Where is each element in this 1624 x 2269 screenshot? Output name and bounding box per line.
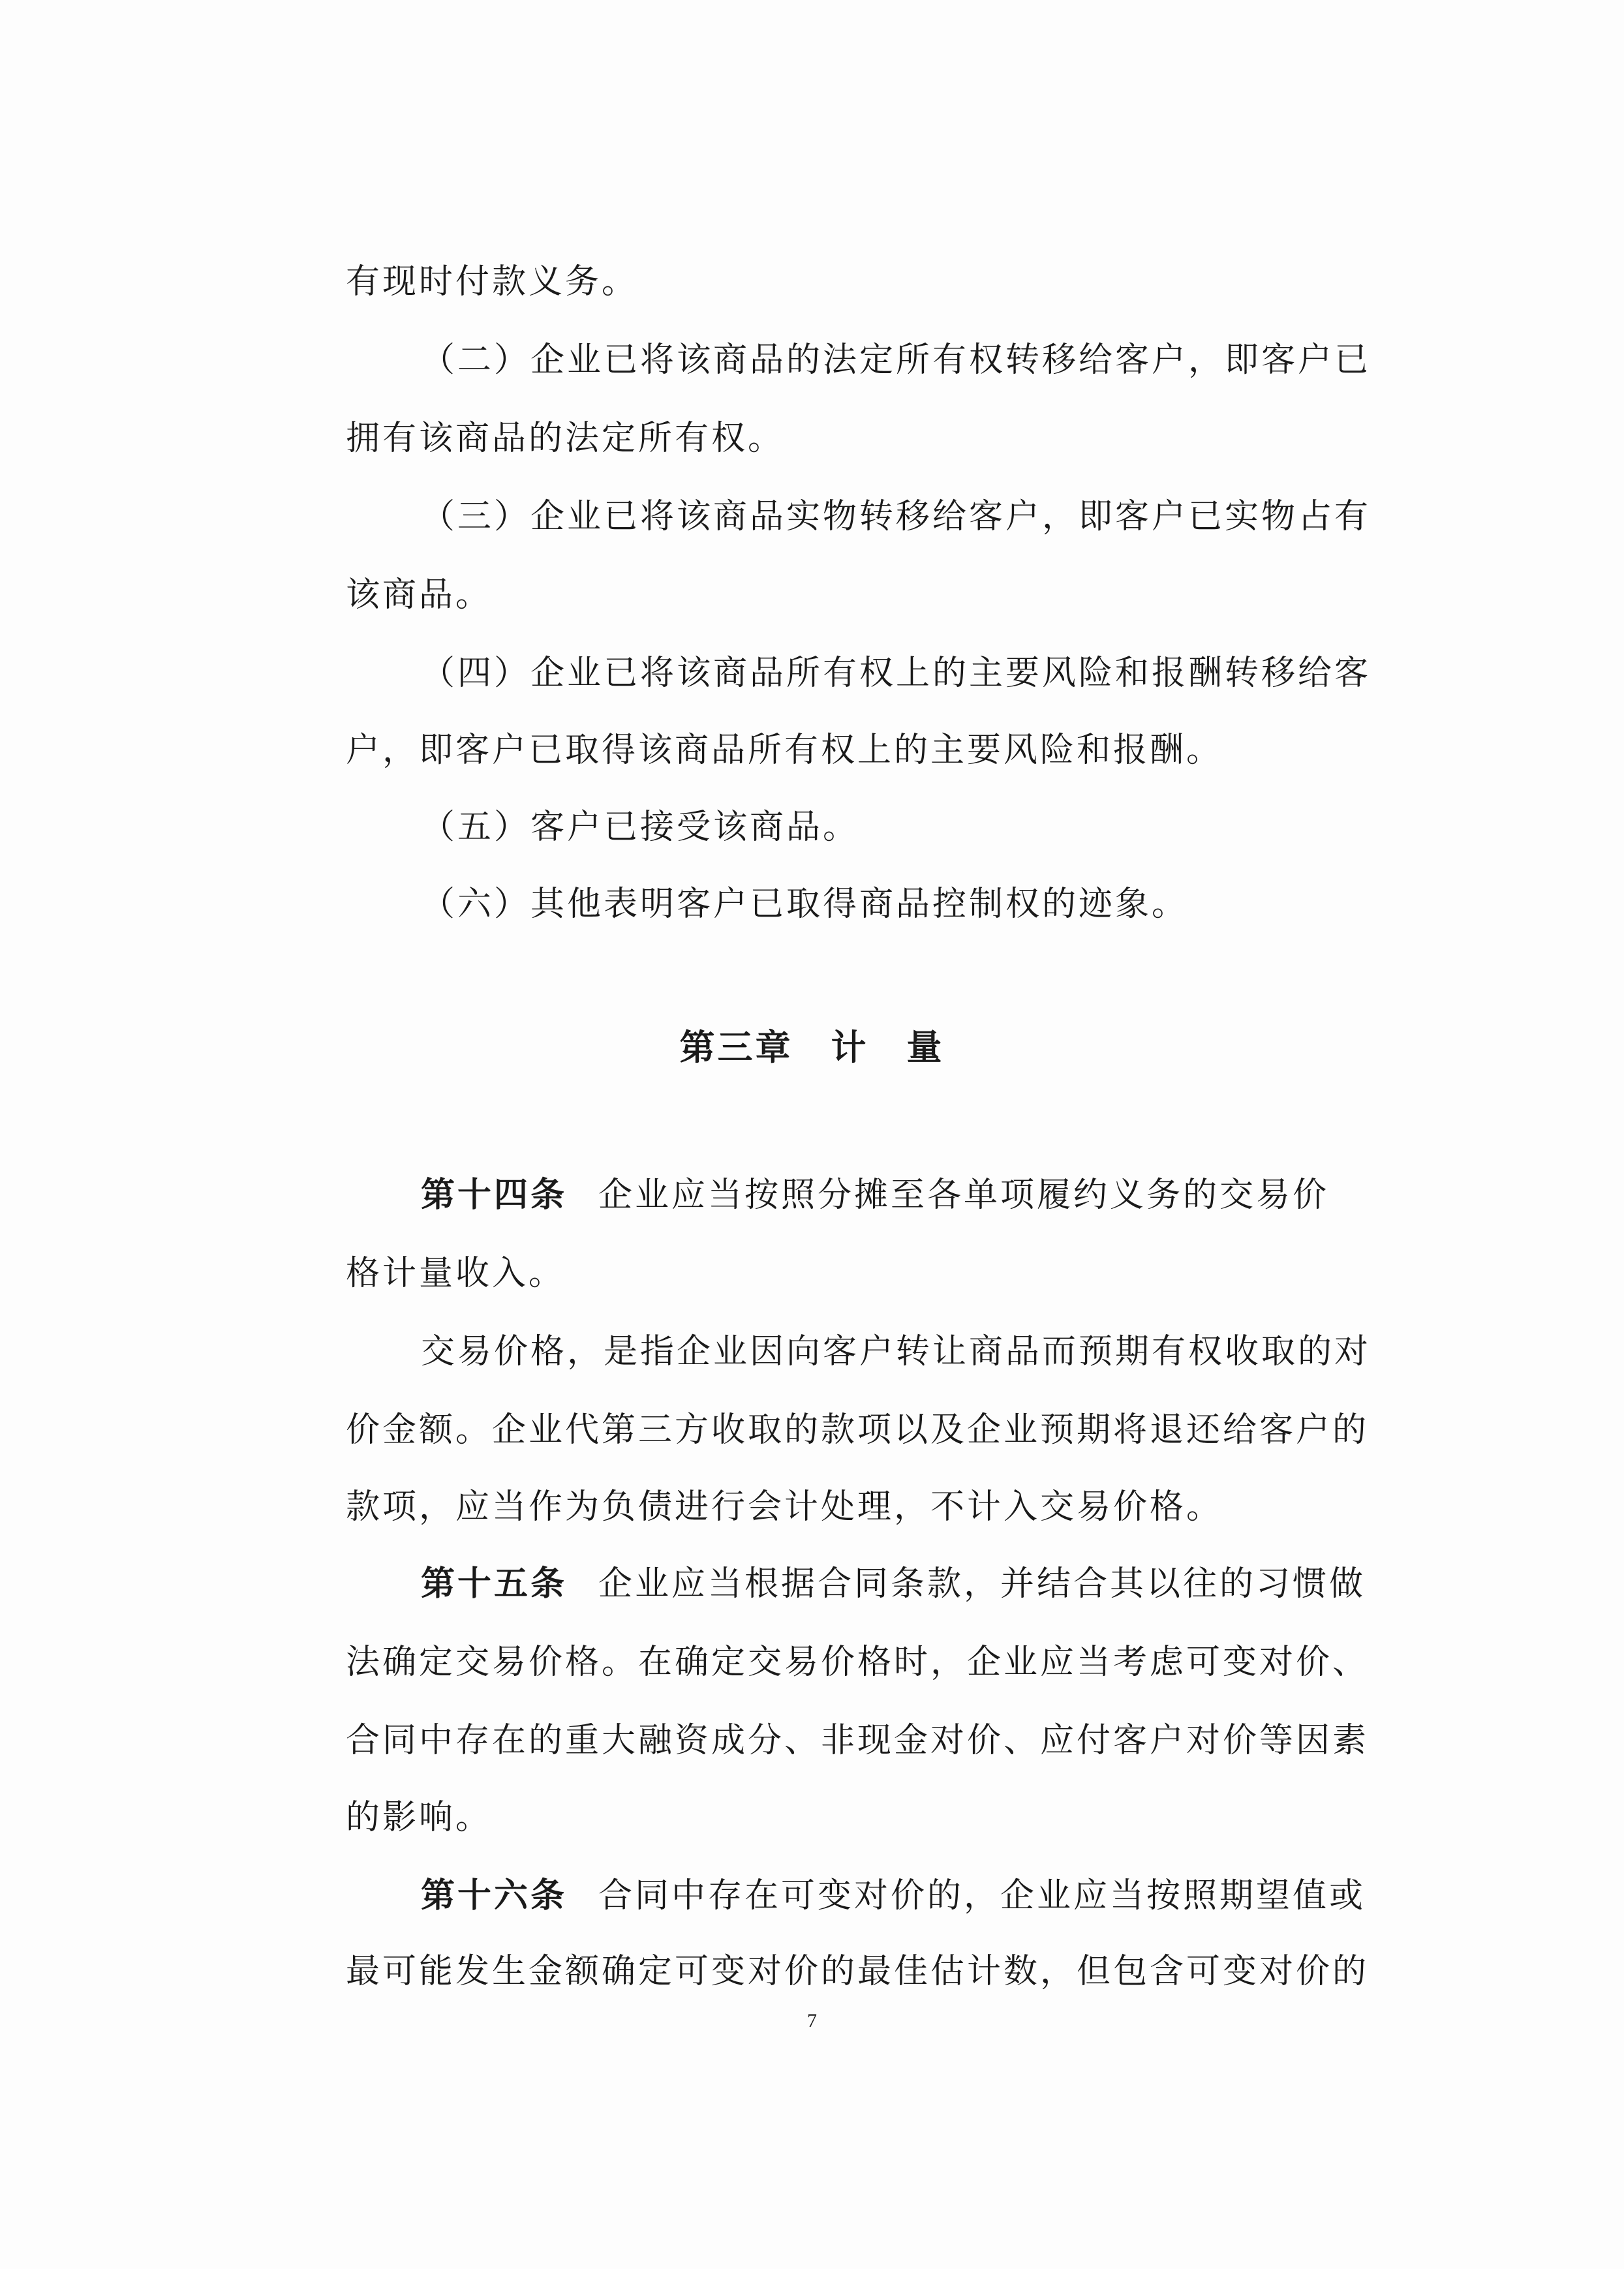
article-14-text: 企业应当按照分摊至各单项履约义务的交易价 (598, 1176, 1330, 1215)
article-16-text: 合同中存在可变对价的，企业应当按照期望值或 (598, 1876, 1366, 1915)
text-line: （六）其他表明客户已取得商品控制权的迹象。 (421, 885, 1189, 924)
article-14-line-1 (421, 1174, 1364, 1216)
price-definition-line-3: 款项，应当作为负债进行会计处理，不计入交易价格。 (346, 1487, 1223, 1527)
article-15-label: 第十五条 (421, 1564, 568, 1604)
page-number: 7 (807, 2010, 817, 2032)
price-definition-line-2: 价金额。企业代第三方收取的款项以及企业预期将退还给客户的 (346, 1410, 1370, 1450)
article-15-line-3: 合同中存在的重大融资成分、非现金对价、应付客户对价等因素 (346, 1721, 1370, 1760)
text-line: （五）客户已接受该商品。 (421, 808, 860, 847)
text-line: （四）企业已将该商品所有权上的主要风险和报酬转移给客 (421, 654, 1371, 693)
text-line: 有现时付款义务。 (346, 262, 639, 301)
article-16-line-2: 最可能发生金额确定可变对价的最佳估计数，但包含可变对价的 (346, 1952, 1370, 1991)
text-line: 该商品。 (346, 575, 493, 615)
article-15-line-4: 的影响。 (346, 1798, 493, 1837)
price-definition-line-1: 交易价格，是指企业因向客户转让商品而预期有权收取的对 (421, 1332, 1371, 1371)
chapter-heading: 第三章 计 量 (679, 1027, 945, 1068)
article-14-label: 第十四条 (421, 1176, 568, 1215)
article-15-text: 企业应当根据合同条款，并结合其以往的习惯做 (598, 1564, 1366, 1604)
article-16-label: 第十六条 (421, 1876, 568, 1915)
text-line: 户，即客户已取得该商品所有权上的主要风险和报酬。 (346, 731, 1223, 770)
text-line: 拥有该商品的法定所有权。 (346, 419, 785, 458)
article-15-line-1 (421, 1563, 1364, 1605)
text-line: （二）企业已将该商品的法定所有权转移给客户，即客户已 (421, 341, 1371, 380)
article-16-line-1 (421, 1875, 1364, 1917)
text-line: （三）企业已将该商品实物转移给客户，即客户已实物占有 (421, 497, 1371, 536)
article-14-line-2: 格计量收入。 (346, 1254, 566, 1293)
article-15-line-2: 法确定交易价格。在确定交易价格时，企业应当考虑可变对价、 (346, 1643, 1370, 1682)
